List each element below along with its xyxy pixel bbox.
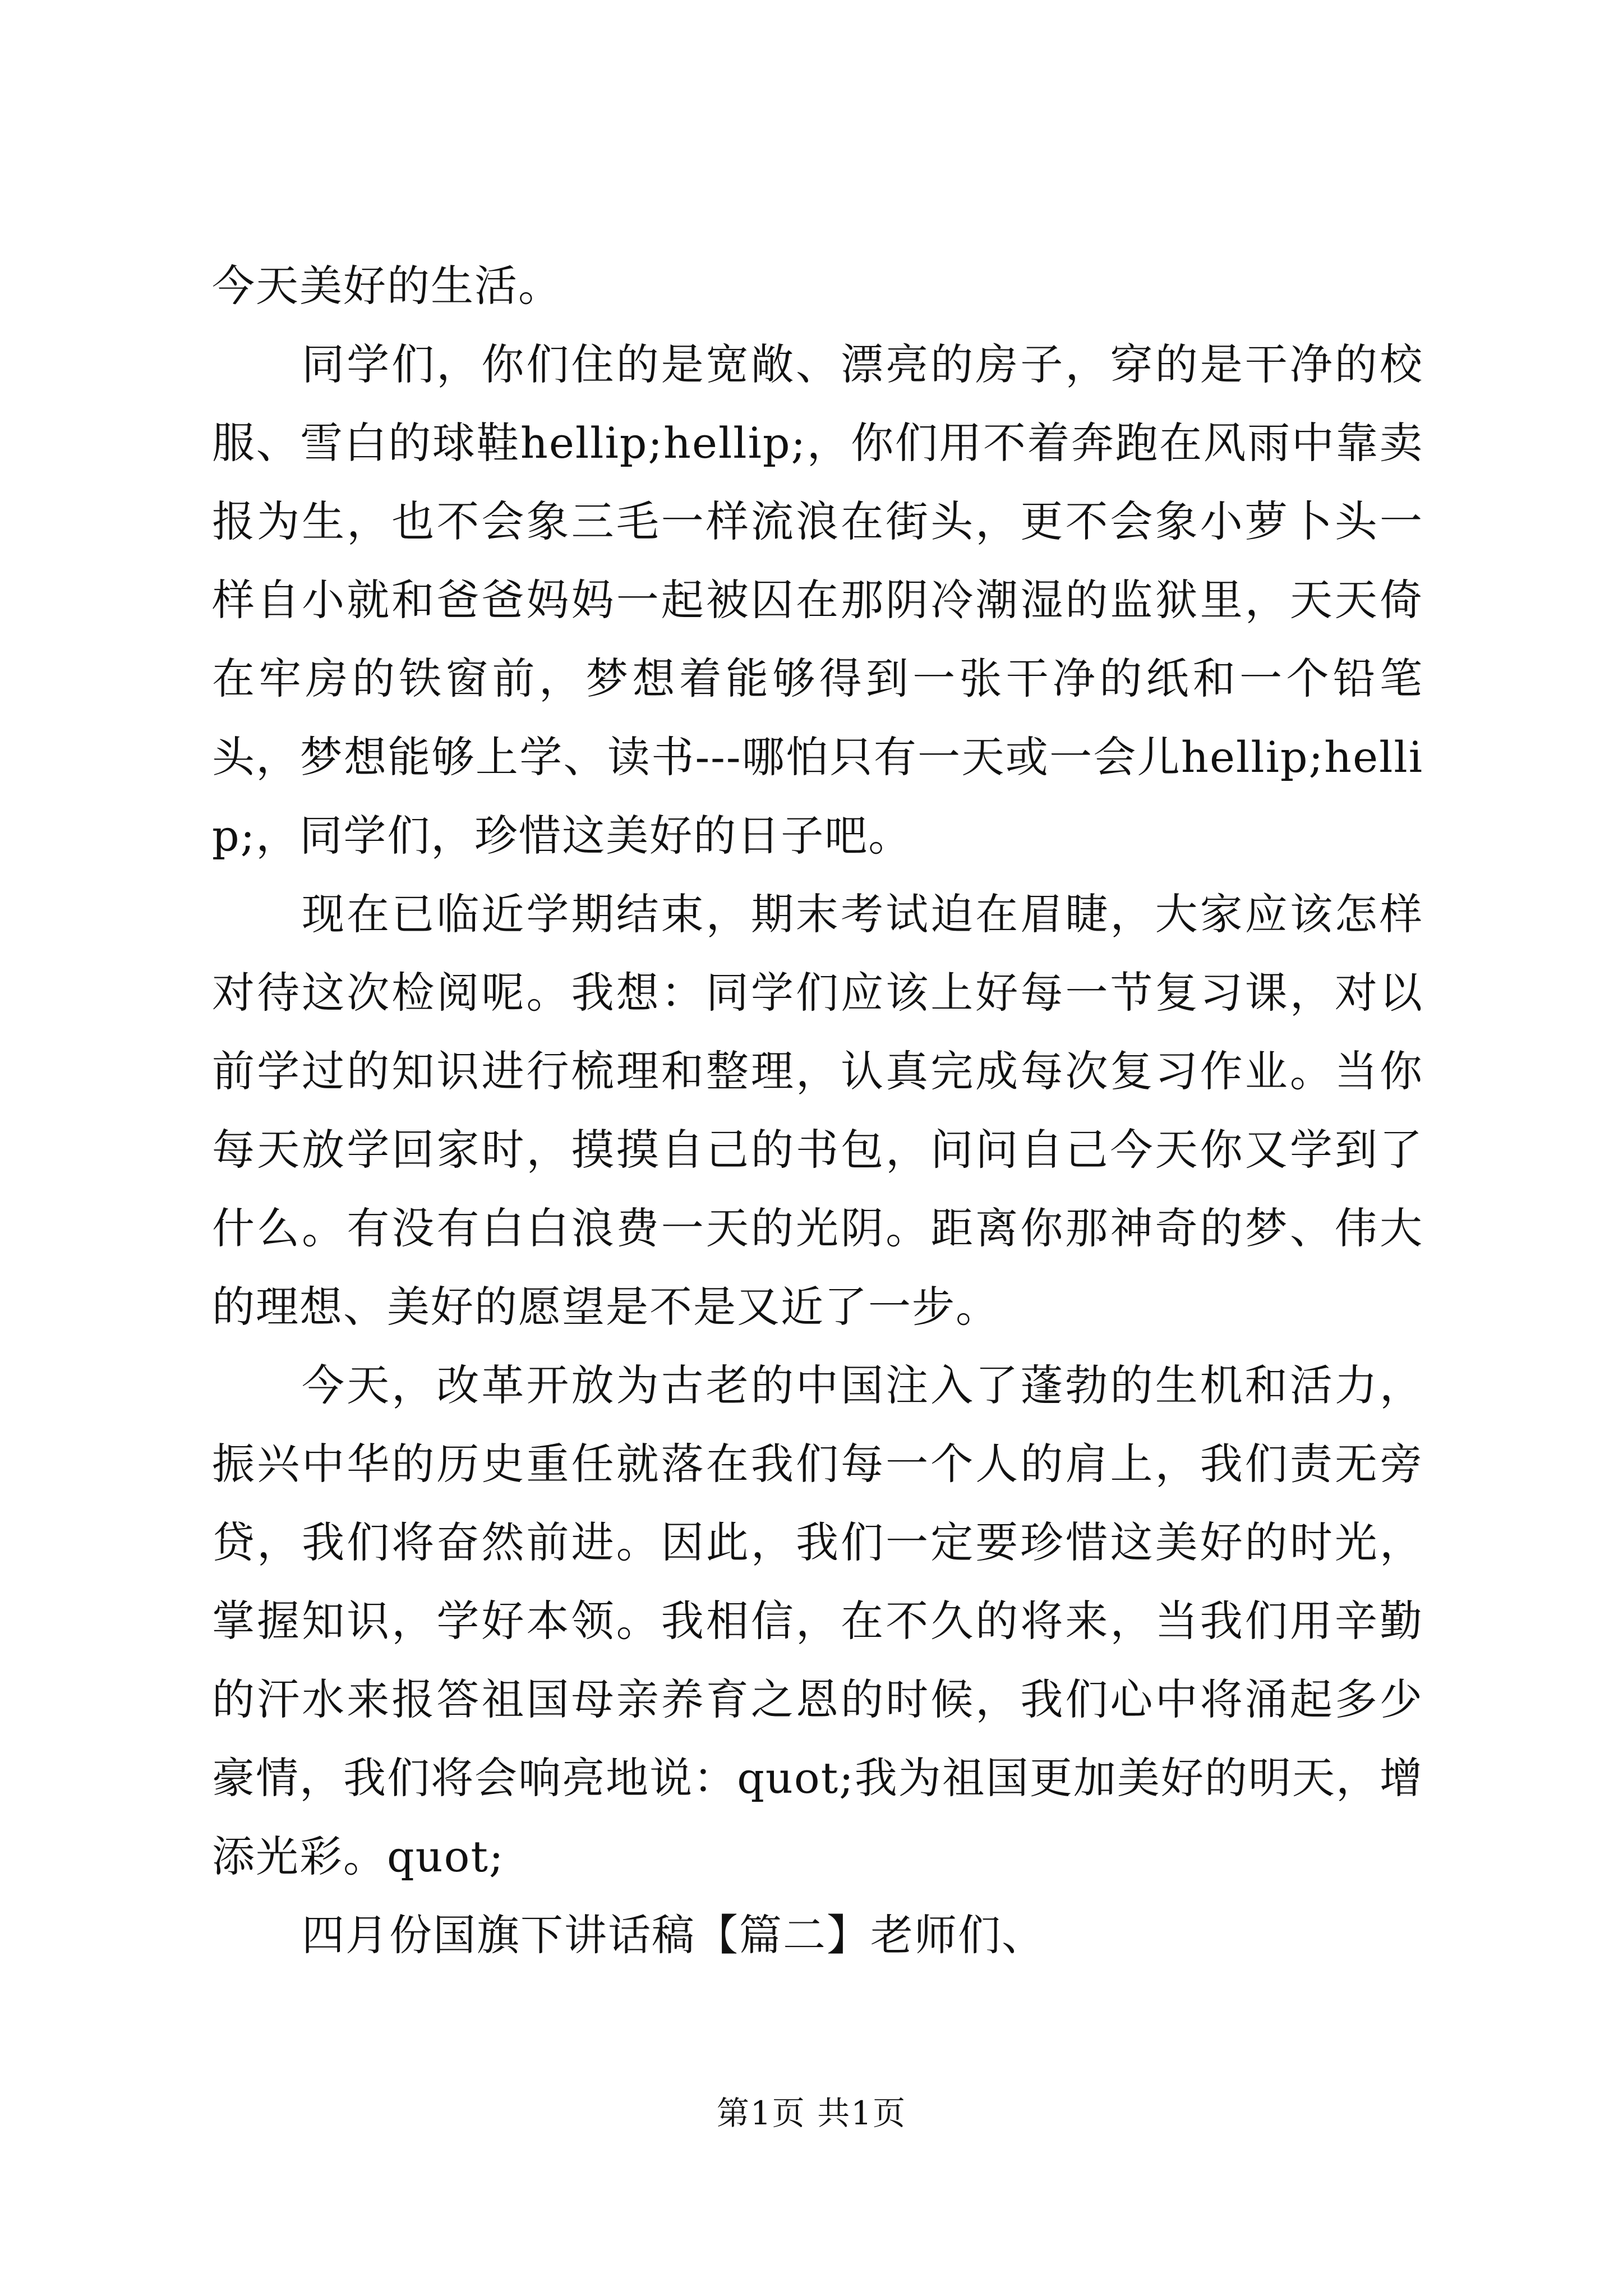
page-footer: 第1页 共1页 xyxy=(716,2094,907,2132)
paragraph-4: 今天，改革开放为古老的中国注入了蓬勃的生机和活力，振兴中华的历史重任就落在我们每一个人的肩上，我们责无旁贷，我们将奋然前进。因此，我们一定要珍惜这美好的时光，掌握知识，学好本领。我相信，在不久的将来，当我们用辛勤的汗水来报答祖国母亲养育之恩的时候，我们心中将涌起多少豪情，我们将会响亮地说：quot;我为祖国更加美好的明天，增添光彩。quot; xyxy=(212,1360,1423,1881)
document-body xyxy=(212,247,1423,1975)
paragraph-1: 今天美好的生活。 xyxy=(212,261,562,311)
paragraph-3: 现在已临近学期结束，期末考试迫在眉睫，大家应该怎样对待这次检阅呢。我想：同学们应该上好每一节复习课，对以前学过的知识进行梳理和整理，认真完成每次复习作业。当你每天放学回家时，摸摸自己的书包，问问自己今天你又学到了什么。有没有白白浪费一天的光阴。距离你那神奇的梦、伟大的理想、美好的愿望是不是又近了一步。 xyxy=(212,889,1423,1332)
paragraph-5: 四月份国旗下讲话稿【篇二】老师们、 xyxy=(302,1910,1045,1960)
paragraph-2: 同学们，你们住的是宽敞、漂亮的房子，穿的是干净的校服、雪白的球鞋hellip;hellip;，你们用不着奔跑在风雨中靠卖报为生，也不会象三毛一样流浪在街头，更不会象小萝卜头一样自小就和爸爸妈妈一起被囚在那阴冷潮湿的监狱里，天天倚在牢房的铁窗前，梦想着能够得到一张干净的纸和一个铅笔头，梦想能够上学、读书---哪怕只有一天或一会儿hellip;hellip;，同学们，珍惜这美好的日子吧。 xyxy=(212,339,1423,861)
